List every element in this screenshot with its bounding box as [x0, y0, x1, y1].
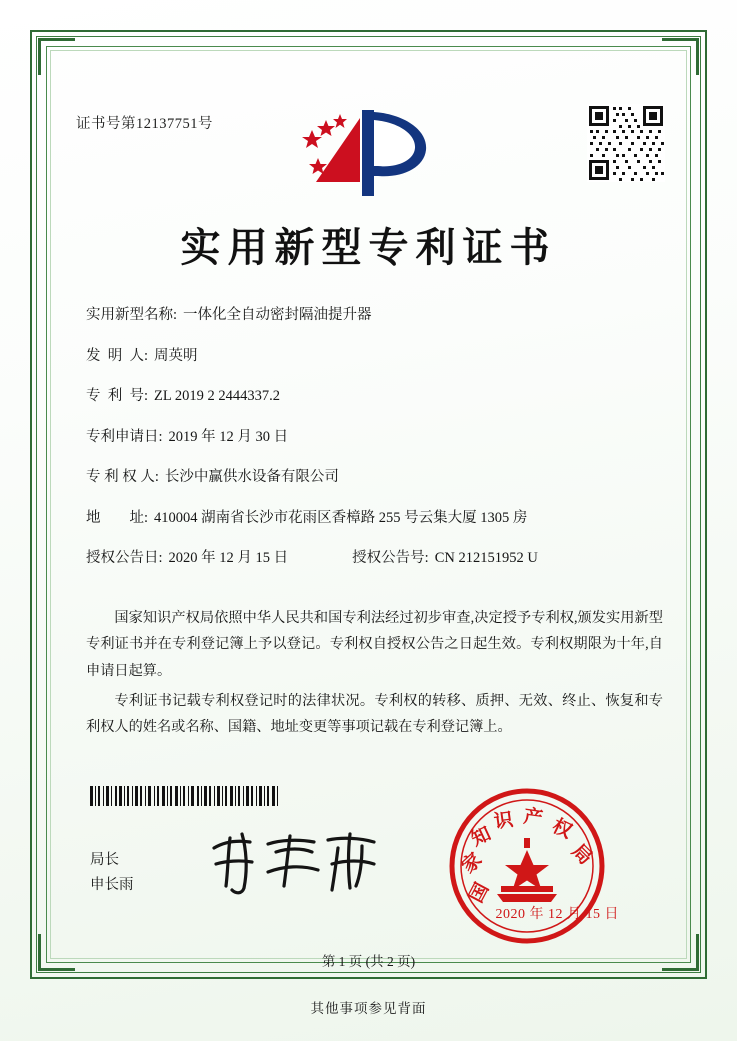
cnipa-logo-icon	[300, 106, 440, 198]
svg-text:知: 知	[467, 822, 495, 851]
field-label: 专利申请日:	[86, 428, 163, 445]
certificate-number: 证书号第12137751号	[76, 116, 213, 132]
field-label: 实用新型名称:	[86, 307, 178, 323]
field-list	[86, 306, 665, 590]
field-row-inventor	[86, 347, 665, 367]
field-value-grant-number: CN 212151952 U	[434, 550, 538, 567]
field-value: 2019 年 12 月 30 日	[168, 428, 289, 445]
barcode-icon	[90, 786, 280, 806]
field-label-grant-number: 授权公告号:	[352, 550, 429, 567]
field-row-patent-number	[86, 387, 665, 407]
field-value: 长沙中赢供水设备有限公司	[164, 469, 339, 486]
field-value-grant-date: 2020 年 12 月 15 日	[168, 550, 289, 567]
qr-code-icon	[587, 104, 665, 182]
field-value: 周英明	[154, 347, 198, 364]
svg-text:家: 家	[457, 848, 487, 878]
legal-paragraph-2: 专利证书记载专利权登记时的法律状况。专利权的转移、质押、无效、终止、恢复和专利权人的姓名或名称、国籍、地址变更等事项记载在专利登记簿上。	[86, 692, 663, 736]
handwritten-signature	[206, 828, 386, 898]
field-label-grant-date: 授权公告日:	[86, 550, 163, 567]
svg-text:产: 产	[522, 805, 545, 830]
page-number: 第 1 页 (共 2 页)	[321, 954, 416, 969]
svg-text:权: 权	[548, 814, 576, 843]
svg-text:识: 识	[492, 808, 515, 833]
footnote: 其他事项参见背面	[310, 1001, 427, 1016]
legal-paragraph-1: 国家知识产权局依照中华人民共和国专利法经过初步审查,决定授予专利权,颁发实用新型专利证书并在专利登记簿上予以登记。专利权自授权公告之日起生效。专利权期限为十年,自申请日起算。	[86, 610, 663, 679]
svg-text:国: 国	[464, 879, 494, 907]
field-row-application-date	[86, 428, 665, 448]
field-value: 410004 湖南省长沙市花雨区香樟路 255 号云集大厦 1305 房	[154, 509, 528, 526]
page-title: 实用新型专利证书	[180, 224, 557, 271]
field-row-patentee	[86, 468, 665, 488]
field-label: 地 址:	[86, 509, 149, 526]
seal-date: 2020 年 12 月 15 日	[495, 907, 619, 922]
svg-text:局: 局	[567, 839, 597, 869]
corner-ornament-top-right	[662, 38, 699, 75]
field-value: ZL 2019 2 2444337.2	[154, 388, 280, 405]
signer-title: 局长	[90, 852, 119, 868]
signature-block	[90, 848, 134, 899]
field-value: 一体化全自动密封隔油提升器	[183, 307, 372, 323]
corner-ornament-top-left	[38, 38, 75, 75]
signer-name: 申长雨	[90, 877, 134, 894]
field-row-grant	[86, 549, 665, 569]
field-label: 发 明 人:	[86, 347, 149, 364]
field-label: 专 利 权 人:	[86, 469, 159, 486]
field-label: 专 利 号:	[86, 388, 149, 405]
legal-text	[86, 605, 663, 744]
field-row-address	[86, 509, 665, 529]
field-row-name	[86, 306, 665, 326]
